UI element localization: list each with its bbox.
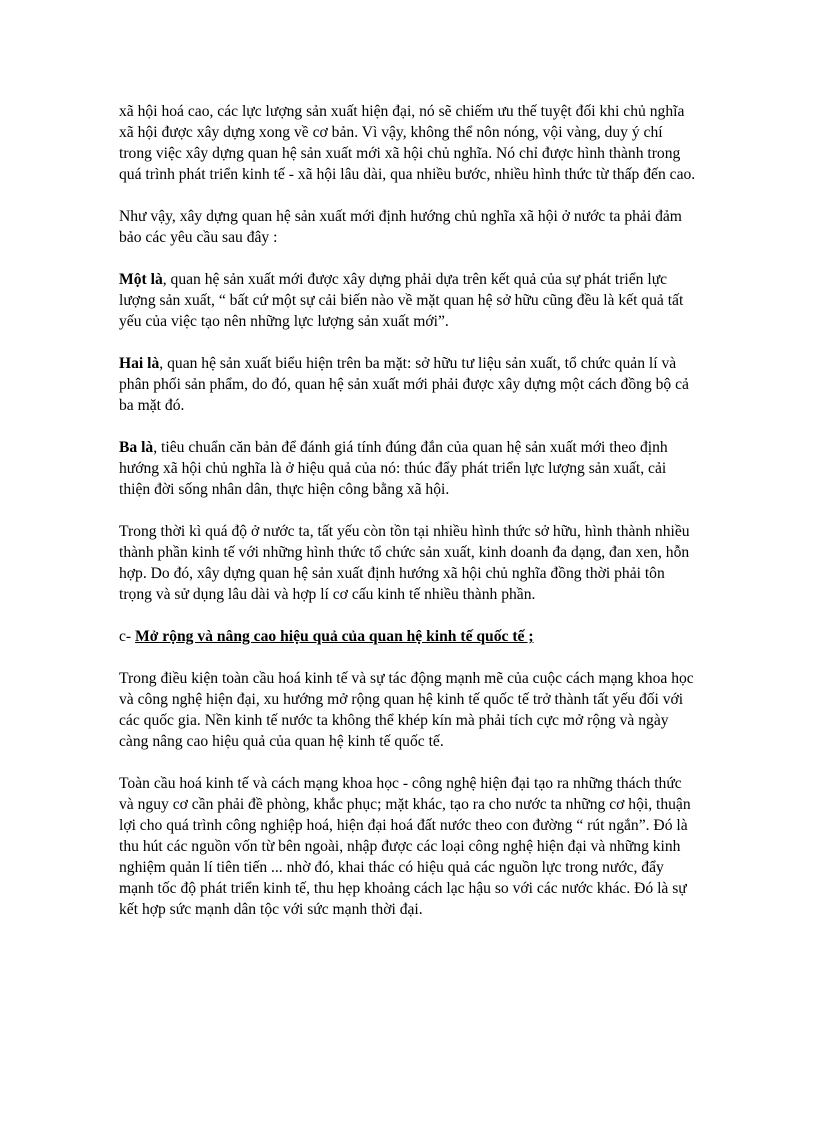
document-body [119,101,699,941]
paragraph-requirement-two [119,353,699,416]
section-heading-title: Mở rộng và nâng cao hiệu quả của quan hệ kinh tế quốc tế ; [135,628,534,645]
paragraph-requirements-intro [119,206,699,248]
paragraph-opportunities [119,773,699,920]
paragraph-text: , quan hệ sản xuất mới được xây dựng phải dựa trên kết quả của sự phát triển lực lượng sản xuất, “ bất cứ một sự cải biến nào về mặt quan hệ sở hữu cũng đều là kết quả tất yếu của việc tạo nên những lực lượng sản xuất mới”. [119,271,684,330]
paragraph-text: Trong thời kì quá độ ở nước ta, tất yếu còn tồn tại nhiều hình thức sở hữu, hình thành nhiều thành phần kinh tế với những hình thức tổ chức sản xuất, kinh doanh đa dạng, đan xen, hỗn hợp. Do đó, xây dựng quan hệ sản xuất định hướng xã hội chủ nghĩa đồng thời phải tôn trọng và sử dụng lâu dài và hợp lí cơ cấu kinh tế nhiều thành phần. [119,523,690,603]
paragraph-intro-continuation [119,101,699,185]
paragraph-text: , tiêu chuẩn căn bản để đánh giá tính đúng đắn của quan hệ sản xuất mới theo định hướng xã hội chủ nghĩa là ở hiệu quả của nó: thúc đẩy phát triển lực lượng sản xuất, cải thiện đời sống nhân dân, thực hiện công bằng xã hội. [119,439,668,498]
paragraph-text: xã hội hoá cao, các lực lượng sản xuất hiện đại, nó sẽ chiếm ưu thế tuyệt đối khi chủ nghĩa xã hội được xây dựng xong về cơ bản. Vì vậy, không thể nôn nóng, vội vàng, duy ý chí trong việc xây dựng quan hệ sản xuất mới xã hội chủ nghĩa. Nó chỉ được hình thành trong quá trình phát triển kinh tế - xã hội lâu dài, qua nhiều bước, nhiều hình thức từ thấp đến cao. [119,103,696,183]
section-heading [119,626,699,647]
paragraph-requirement-one [119,269,699,332]
paragraph-lead: Một là [119,271,163,288]
paragraph-lead: Ba là [119,439,154,456]
paragraph-text: , quan hệ sản xuất biểu hiện trên ba mặt: sở hữu tư liệu sản xuất, tổ chức quản lí và phân phối sản phẩm, do đó, quan hệ sản xuất mới phải được xây dựng một cách đồng bộ cả ba mặt đó. [119,355,689,414]
paragraph-requirement-three [119,437,699,500]
paragraph-globalization [119,668,699,752]
paragraph-text: Trong điều kiện toàn cầu hoá kinh tế và sự tác động mạnh mẽ của cuộc cách mạng khoa học và công nghệ hiện đại, xu hướng mở rộng quan hệ kinh tế quốc tế trở thành tất yếu đối với các quốc gia. Nền kinh tế nước ta không thể khép kín mà phải tích cực mở rộng và ngày càng nâng cao hiệu quả của quan hệ kinh tế quốc tế. [119,670,694,750]
section-heading-prefix: c- [119,628,136,645]
paragraph-text: Toàn cầu hoá kinh tế và cách mạng khoa học - công nghệ hiện đại tạo ra những thách thức và nguy cơ cần phải đề phòng, khắc phục; mặt khác, tạo ra cho nước ta những cơ hội, thuận lợi cho quá trình công nghiệp hoá, hiện đại hoá đất nước theo con đường “ rút ngắn”. Đó là thu hút các nguồn vốn từ bên ngoài, nhập được các loại công nghệ hiện đại và những kinh nghiệm quản lí tiên tiến ... nhờ đó, khai thác có hiệu quả các nguồn lực trong nước, đẩy mạnh tốc độ phát triển kinh tế, thu hẹp khoảng cách lạc hậu so với các nước khác. Đó là sự kết hợp sức mạnh dân tộc với sức mạnh thời đại. [119,775,691,918]
paragraph-lead: Hai là [119,355,160,372]
paragraph-transition-period [119,521,699,605]
paragraph-text: Như vậy, xây dựng quan hệ sản xuất mới định hướng chủ nghĩa xã hội ở nước ta phải đảm bảo các yêu cầu sau đây : [119,208,682,246]
